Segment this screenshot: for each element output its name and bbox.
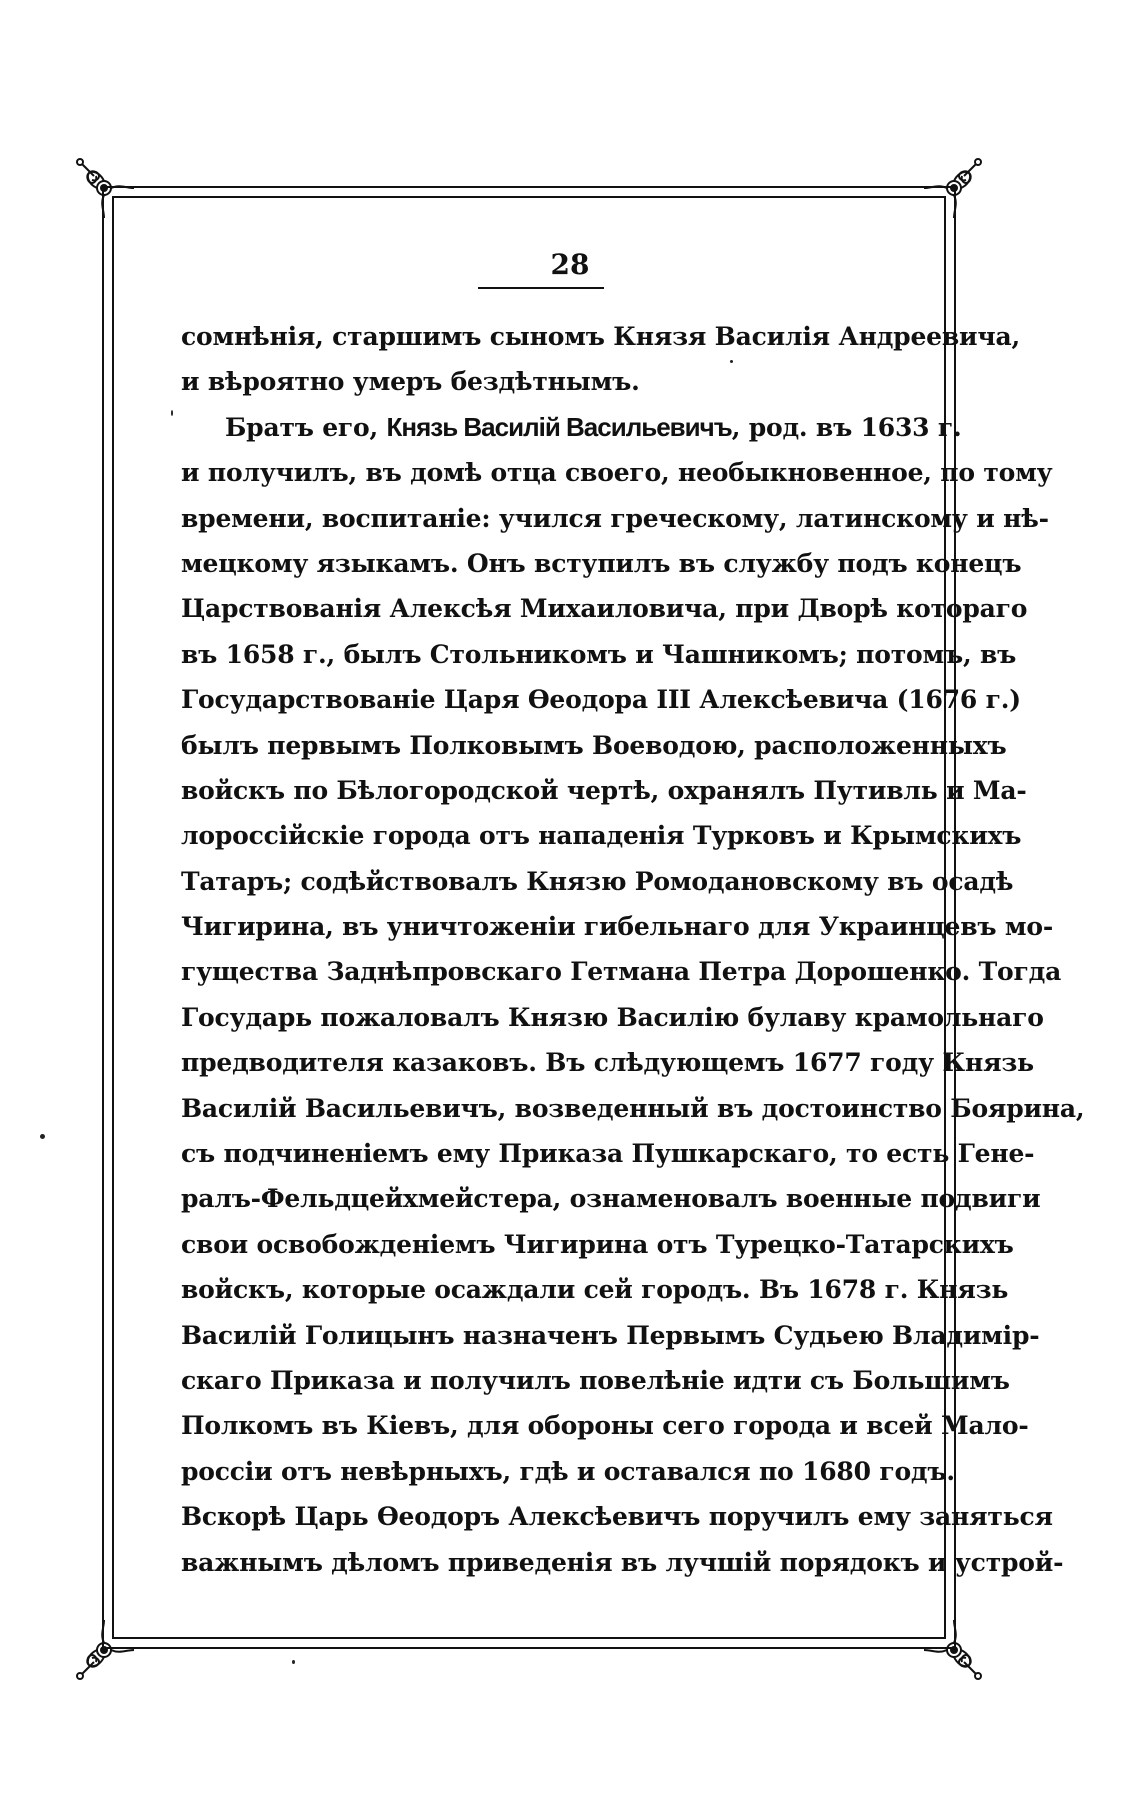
- print-speck: [40, 1134, 45, 1139]
- page-number: 28: [550, 248, 590, 281]
- text-line: въ 1658 г., былъ Стольникомъ и Чашникомъ; потомъ, въ: [181, 639, 1017, 669]
- text-line: войскъ, которые осаждали сей городъ. Въ 1678 г. Князь: [181, 1275, 1009, 1305]
- text-line: предводителя казаковъ. Въ слѣдующемъ 1677 году Князь: [181, 1048, 1034, 1078]
- text-line: Государствованіе Царя Ѳеодора III Алексѣевича (1676 г.): [181, 685, 1021, 715]
- emphasized-name: Князь Василій Васильевичъ: [386, 411, 732, 442]
- text-line: Полкомъ въ Кіевъ, для обороны сего города и всей Мало-: [181, 1411, 1029, 1441]
- text-line: Царствованія Алексѣя Михаиловича, при Дворѣ котораго: [181, 594, 1028, 624]
- text-line: важнымъ дѣломъ приведенія въ лучшій порядокъ и устрой-: [181, 1547, 1064, 1577]
- text-line: съ подчиненіемъ ему Приказа Пушкарскаго, то есть Гене-: [181, 1139, 1035, 1169]
- corner-flourish-icon: [924, 158, 984, 218]
- text-line: войскъ по Бѣлогородской чертѣ, охранялъ Путивль и Ма-: [181, 775, 1027, 805]
- text-line: Татаръ; содѣйствовалъ Князю Ромодановскому въ осадѣ: [181, 866, 1014, 896]
- corner-flourish-icon: [924, 1620, 984, 1680]
- text-line: времени, воспитаніе: учился греческому, латинскому и нѣ-: [181, 503, 1049, 533]
- text-line: Вскорѣ Царь Ѳеодоръ Алексѣевичъ поручилъ ему заняться: [181, 1502, 1053, 1532]
- text-line: мецкому языкамъ. Онъ вступилъ въ службу подъ конецъ: [181, 548, 1022, 578]
- print-speck: [171, 410, 173, 416]
- text-line: Василій Голицынъ назначенъ Первымъ Судьею Владимір-: [181, 1320, 1040, 1350]
- body-text: [181, 314, 1085, 1585]
- print-speck: [730, 360, 733, 363]
- text-line: лороссійскіе города отъ нападенія Турковъ и Крымскихъ: [181, 821, 1022, 851]
- corner-flourish-icon: [74, 1620, 134, 1680]
- text-line: и получилъ, въ домѣ отца своего, необыкновенное, по тому: [181, 458, 1053, 488]
- text-line: Государь пожаловалъ Князю Василію булаву крамольнаго: [181, 1002, 1044, 1032]
- text-line: ралъ-Фельдцейхмейстера, ознаменовалъ военные подвиги: [181, 1184, 1041, 1214]
- text-line: скаго Приказа и получилъ повелѣніе идти съ Большимъ: [181, 1365, 1010, 1395]
- text-line: Василій Васильевичъ, возведенный въ достоинство Боярина,: [181, 1093, 1085, 1123]
- page-number-rule: [478, 287, 604, 289]
- text-line: Чигирина, въ уничтоженіи гибельнаго для Украинцевъ мо-: [181, 912, 1054, 942]
- text-line: былъ первымъ Полковымъ Воеводою, расположенныхъ: [181, 730, 1007, 760]
- text-line: сомнѣнія, старшимъ сыномъ Князя Василія Андреевича,: [181, 322, 1020, 351]
- text-line: свои освобожденіемъ Чигирина отъ Турецко-Татарскихъ: [181, 1229, 1014, 1259]
- text-line-start: Братъ его,: [225, 412, 387, 442]
- text-line: россіи отъ невѣрныхъ, гдѣ и оставался по 1680 годъ.: [181, 1456, 955, 1486]
- text-line: гущества Заднѣпровскаго Гетмана Петра Дорошенко. Тогда: [181, 957, 1062, 987]
- text-line: и вѣроятно умеръ бездѣтнымъ.: [181, 367, 640, 397]
- print-speck: [292, 1660, 295, 1664]
- text-line: [181, 405, 962, 450]
- text-line-end: , род. въ 1633 г.: [731, 412, 962, 442]
- corner-flourish-icon: [74, 158, 134, 218]
